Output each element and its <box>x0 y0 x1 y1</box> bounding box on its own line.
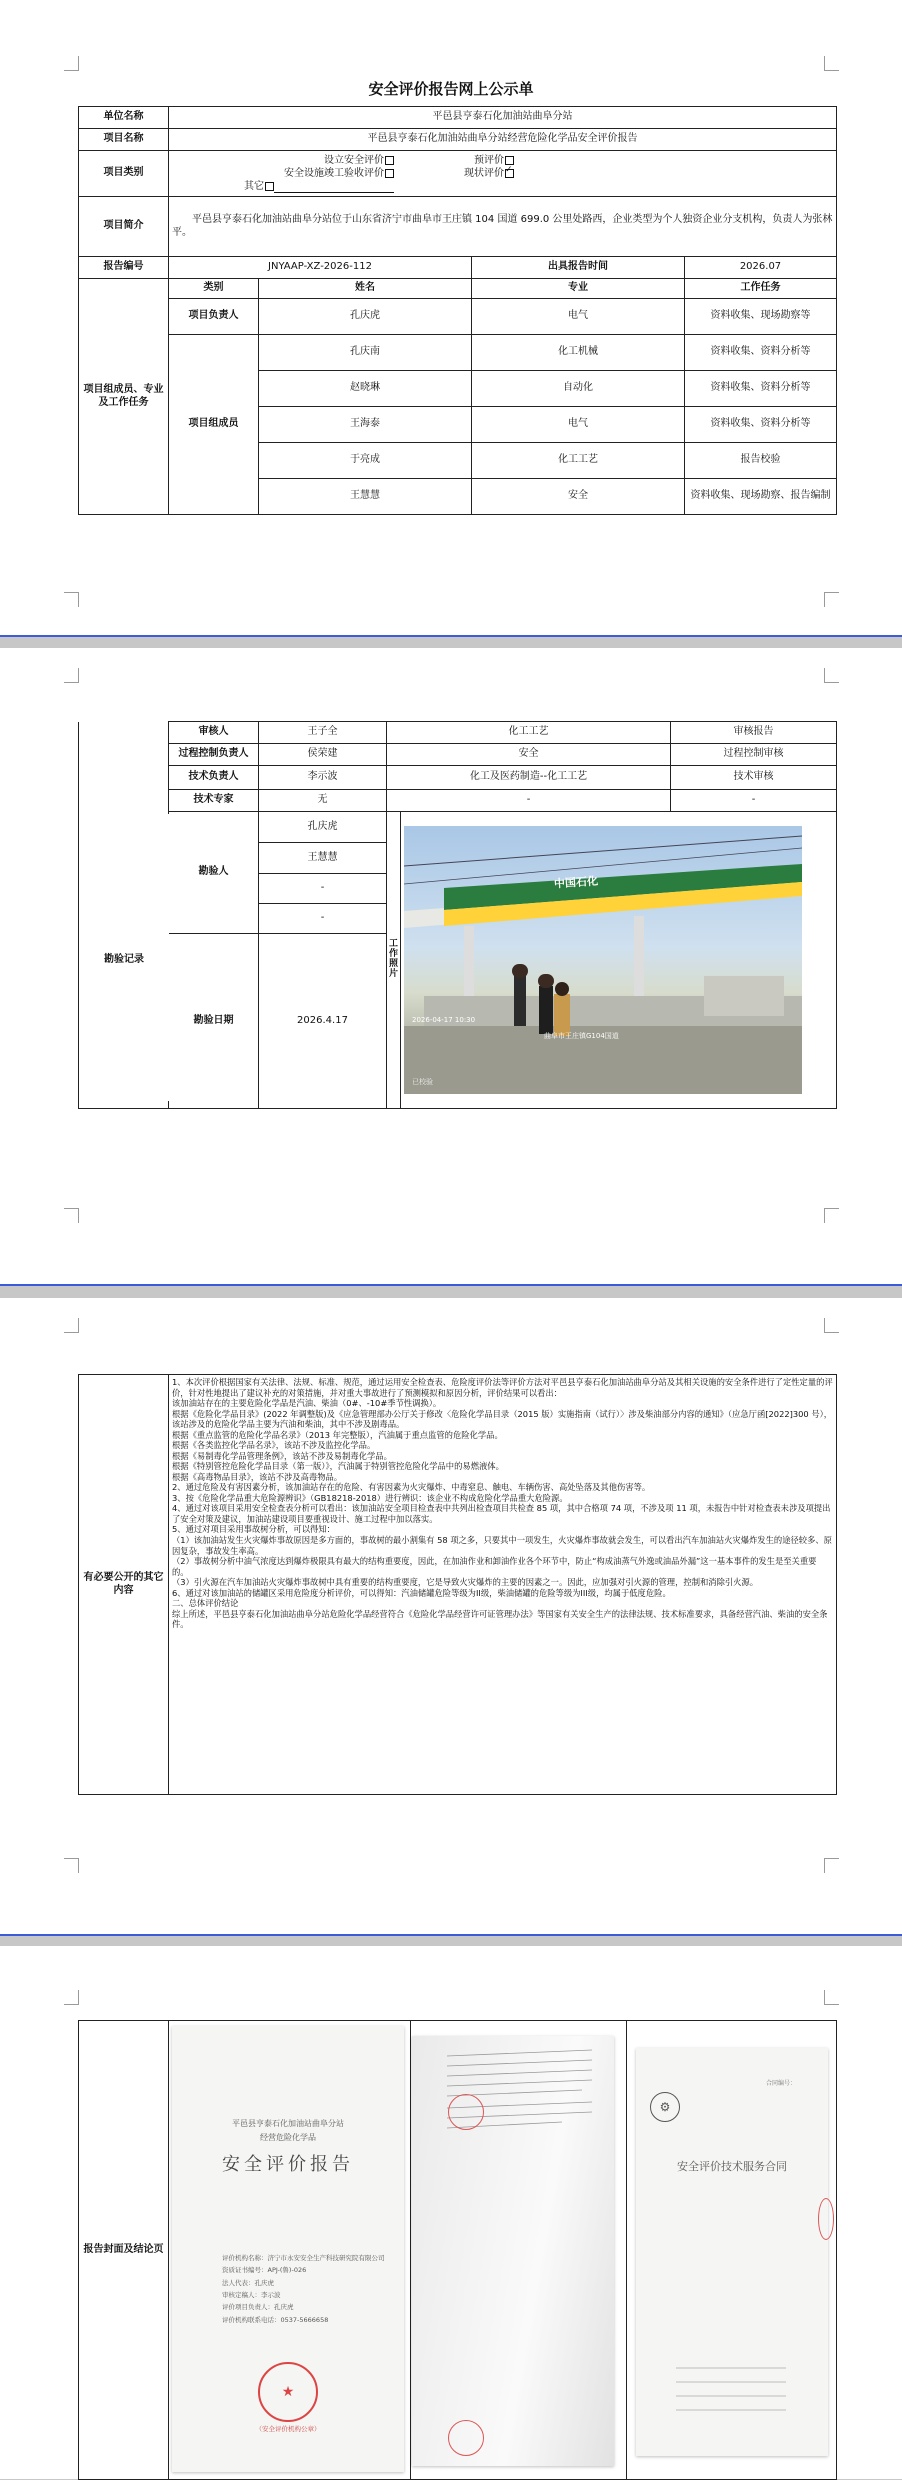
contract-emblem-icon: ⚙ <box>650 2092 680 2122</box>
cover-subtitle: 经营危险化学品 <box>260 2133 316 2142</box>
opt-status-checkbox[interactable] <box>505 169 514 178</box>
member-task: 资料收集、资料分析等 <box>685 407 837 443</box>
conclusion-seal <box>448 2094 484 2130</box>
crop-mark <box>824 1208 839 1223</box>
review-role: 审核人 <box>169 722 259 744</box>
review-major: 安全 <box>387 744 671 766</box>
analysis-para: 根据《特别管控危险化学品目录（第一版）》，汽油属于特别管控危险化学品中的易燃液体。 <box>172 1461 504 1472</box>
analysis-para: 3、按《危险化学品重大危险源辨识》（GB18218-2018）进行辨识：该企业不构成危险化学品重大危险源。 <box>172 1492 568 1503</box>
member-name: 赵晓琳 <box>259 371 472 407</box>
report-time-label: 出具报告时间 <box>472 257 685 279</box>
station-sign: 中国石化 <box>553 874 599 891</box>
analysis-para: 根据《重点监管的危险化学品名录》（2013 年完整版），汽油属于重点监管的危险化学品。 <box>172 1429 503 1440</box>
cover-seal: ★ <box>258 2362 318 2422</box>
survey-person: - <box>259 904 387 934</box>
crop-mark <box>64 1858 79 1873</box>
crop-mark <box>64 1318 79 1333</box>
table-row <box>79 790 837 812</box>
crop-mark <box>824 1990 839 2005</box>
survey-person: - <box>259 874 387 904</box>
analysis-para: 4、通过对该项目采用安全检查表分析可以看出：该加油站安全项目检查表中共列出检查项目共检查 85 项，其中合格项 74 项，不涉及项 11 项，未报告中针对检查表未涉及项提出了安全对策及建议，加油站建设项目要重视设计、施工过程中加以落实。 <box>172 1503 831 1524</box>
contract-title: 安全评价技术服务合同 <box>677 2160 787 2173</box>
photo-cell <box>401 812 837 1109</box>
col-task: 工作任务 <box>685 279 837 299</box>
leader-task: 资料收集、现场勘察等 <box>685 299 837 335</box>
analysis-para: 根据《各类监控化学品名录》，该站不涉及监控化学品。 <box>172 1440 376 1451</box>
review-role: 过程控制负责人 <box>169 744 259 766</box>
project-type-label: 项目类别 <box>79 151 169 197</box>
member-task: 资料收集、资料分析等 <box>685 335 837 371</box>
col-category: 类别 <box>169 279 259 299</box>
member-major: 化工工艺 <box>472 443 685 479</box>
survey-date-label: 勘验日期 <box>169 934 259 1109</box>
cover-title: 安全评价报告 <box>222 2154 354 2175</box>
member-major: 安全 <box>472 479 685 515</box>
crop-mark <box>64 56 79 71</box>
conclusion-seal <box>448 2420 484 2456</box>
crop-mark <box>824 668 839 683</box>
opt-accept-checkbox[interactable] <box>385 169 394 178</box>
analysis-content <box>169 1375 837 1795</box>
opt-other-checkbox[interactable] <box>265 182 274 191</box>
review-task: 技术审核 <box>671 766 837 790</box>
analysis-para: （3）引火源在汽车加油站火灾爆炸事故树中具有重要的结构重要度，它是导致火灾爆炸的主要的因素之一。因此，应加强对引火源的管理，控制和消除引火源。 <box>172 1577 759 1588</box>
review-role: 技术专家 <box>169 790 259 812</box>
member-name: 王慧慧 <box>259 479 472 515</box>
review-task: 审核报告 <box>671 722 837 744</box>
col-name: 姓名 <box>259 279 472 299</box>
contract-number-label: 合同编号： <box>766 2080 797 2087</box>
member-name: 于亮成 <box>259 443 472 479</box>
photo-label: 工作照片 <box>387 812 401 1109</box>
work-photo <box>404 826 802 1094</box>
analysis-para: 综上所述，平邑县亨泰石化加油站曲阜分站危险化学品经营符合《危险化学品经营许可证管理办法》等国家有关安全生产的法律法规、技术标准要求，具备经营汽油、柴油的安全条件。 <box>172 1608 828 1630</box>
member-major: 化工机械 <box>472 335 685 371</box>
report-cover-image <box>172 2026 404 2472</box>
analysis-para: 1、本次评价根据国家有关法律、法规、标准、规范，通过运用安全检查表、危险度评价法等评价方法对平邑县亨泰石化加油站曲阜分站及其相关设施的安全条件进行了定性定量的评价，针对性地提出了建议补充的对策措施，并对重大事故进行了预测模拟和原因分析，评价结果可以看出： <box>172 1377 833 1398</box>
cover-company: 平邑县亨泰石化加油站曲阜分站 <box>232 2119 344 2128</box>
member-task: 资料收集、现场勘察、报告编制 <box>685 479 837 515</box>
report-time-value: 2026.07 <box>685 257 837 279</box>
table-row <box>79 744 837 766</box>
review-table <box>78 721 837 1109</box>
project-name-value: 平邑县亨泰石化加油站曲阜分站经营危险化学品安全评价报告 <box>169 129 837 151</box>
table-row <box>79 766 837 790</box>
analysis-para: （2）事故树分析中油气浓度达到爆炸极限具有最大的结构重要度，因此，在加油作业和卸油作业各个环节中，防止“构成油蒸气外逸或油品外漏”这一基本事件的发生是至关重要的。 <box>172 1556 817 1577</box>
analysis-para: 根据《易制毒化学品管理条例》，该站不涉及易制毒化学品。 <box>172 1450 392 1461</box>
analysis-para: 该加油站存在的主要危险化学品是汽油、柴油（0#、-10#季节性调换）。 <box>172 1398 442 1409</box>
member-task: 报告校验 <box>685 443 837 479</box>
opt-other-label: 其它 <box>244 181 264 192</box>
member-major: 自动化 <box>472 371 685 407</box>
survey-person: 王慧慧 <box>259 843 387 874</box>
survey-label: 勘验记录 <box>79 814 169 1101</box>
project-name-label: 项目名称 <box>79 129 169 151</box>
page-2 <box>0 648 902 1286</box>
crop-mark <box>64 1208 79 1223</box>
opt-design-checkbox[interactable] <box>385 156 394 165</box>
member-label: 项目组成员 <box>169 335 259 515</box>
photo-timestamp: 2026-04-17 10:30 <box>412 1016 476 1024</box>
opt-design-label: 设立安全评价 <box>324 155 384 166</box>
crop-mark <box>824 592 839 607</box>
intro-value: 平邑县亨泰石化加油站曲阜分站位于山东省济宁市曲阜市王庄镇 104 国道 699.0 公里处路西，企业类型为个人独资企业分支机构，负责人为张林平。 <box>169 197 837 257</box>
crop-mark <box>824 1858 839 1873</box>
review-name: 无 <box>259 790 387 812</box>
analysis-para: 5、通过对项目采用事故树分析，可以得知： <box>172 1524 335 1535</box>
member-task: 资料收集、资料分析等 <box>685 371 837 407</box>
cover-footer: （安全评价机构公章） <box>255 2425 321 2433</box>
contract-lines <box>636 2048 828 2456</box>
analysis-para: 二、总体评价结论 <box>172 1598 239 1609</box>
opt-status-label: 现状评价 <box>464 168 504 179</box>
crop-mark <box>824 1318 839 1333</box>
document-title: 安全评价报告网上公示单 <box>368 80 534 98</box>
review-major: 化工及医药制造--化工工艺 <box>387 766 671 790</box>
conclusion-page-image <box>412 2036 614 2466</box>
analysis-para: 根据《高毒物品目录》，该站不涉及高毒物品。 <box>172 1471 343 1482</box>
report-no-value: JNYAAP-XZ-2026-112 <box>169 257 472 279</box>
member-major: 电气 <box>472 407 685 443</box>
contract-seal <box>818 2198 834 2240</box>
info-table <box>78 106 837 515</box>
member-name: 王海泰 <box>259 407 472 443</box>
report-no-label: 报告编号 <box>79 257 169 279</box>
table-row <box>79 299 837 335</box>
review-name: 王子全 <box>259 722 387 744</box>
analysis-para: 6、通过对该加油站的储罐区采用危险度分析评价，可以得知：汽油储罐危险等级为II级，柴油储罐的危险等级为III级，均属于低度危险。 <box>172 1587 671 1598</box>
unit-label: 单位名称 <box>79 107 169 129</box>
analysis-label: 有必要公开的其它内容 <box>79 1375 169 1795</box>
page-4 <box>0 1946 902 2479</box>
survey-people-label: 勘验人 <box>169 812 259 934</box>
review-role: 技术负责人 <box>169 766 259 790</box>
page-3 <box>0 1298 902 1936</box>
members-section-label: 项目组成员、专业及工作任务 <box>79 279 169 515</box>
cover-fields: 评价机构名称：济宁市永安安全生产科技研究院有限公司 资质证书编号：APJ-(鲁)-026 法人代表：孔庆虎 审核定稿人：李示波 评价项目负责人：孔庆虎 评价机构联系电话：0537-5666658 <box>222 2254 385 2324</box>
col-major: 专业 <box>472 279 685 299</box>
page-1 <box>0 0 902 637</box>
review-task: - <box>671 790 837 812</box>
leader-major: 电气 <box>472 299 685 335</box>
crop-mark <box>64 668 79 683</box>
survey-person: 孔庆虎 <box>259 812 387 843</box>
leader-name: 孔庆虎 <box>259 299 472 335</box>
opt-accept-label: 安全设施竣工验收评价 <box>284 168 384 179</box>
opt-other-line <box>274 183 394 193</box>
project-type-options <box>169 151 837 197</box>
crop-mark <box>64 592 79 607</box>
analysis-para: （1）该加油站发生火灾爆炸事故原因是多方面的，事故树的最小割集有 58 项之多，只要其中一项发生，火灾爆炸事故就会发生，可以看出汽车加油站火灾爆炸发生的途径较多、原因复杂，事故发生率高。 <box>172 1534 832 1556</box>
table-row <box>79 335 837 371</box>
unit-value: 平邑县亨泰石化加油站曲阜分站 <box>169 107 837 129</box>
station-illustration <box>404 826 802 1094</box>
member-name: 孔庆南 <box>259 335 472 371</box>
opt-pre-checkbox[interactable] <box>505 156 514 165</box>
analysis-table <box>78 1374 837 1795</box>
survey-date-value: 2026.4.17 <box>259 934 387 1109</box>
review-name: 李示波 <box>259 766 387 790</box>
intro-label: 项目简介 <box>79 197 169 257</box>
review-task: 过程控制审核 <box>671 744 837 766</box>
opt-pre-label: 预评价 <box>474 155 504 166</box>
crop-mark <box>824 56 839 71</box>
review-name: 侯荣建 <box>259 744 387 766</box>
analysis-para: 2、通过危险及有害因素分析，该加油站存在的危险、有害因素为火灾爆炸、中毒窒息、触电、车辆伤害、高处坠落及其他伤害等。 <box>172 1482 651 1493</box>
contract-image <box>636 2048 828 2456</box>
analysis-para: 根据《危险化学品目录》(2022 年调整版)及《应急管理部办公厅关于修改〈危险化学品目录（2015 版）实施指南（试行）〉涉及柴油部分内容的通知》（应急厅函[2022]300 号），该站涉及的危险化学品主要为汽油和柴油，其中不涉及剧毒品。 <box>172 1408 833 1430</box>
photo-location: 曲阜市王庄镇G104国道 <box>544 1032 619 1040</box>
crop-mark <box>64 1990 79 2005</box>
leader-label: 项目负责人 <box>169 299 259 335</box>
review-major: 化工工艺 <box>387 722 671 744</box>
photo-watermark: 已校验 <box>412 1078 433 1086</box>
conclusion-text-lines <box>412 2036 614 2466</box>
review-major: - <box>387 790 671 812</box>
cover-label: 报告封面及结论页 <box>79 2021 169 2480</box>
table-row <box>79 722 837 744</box>
